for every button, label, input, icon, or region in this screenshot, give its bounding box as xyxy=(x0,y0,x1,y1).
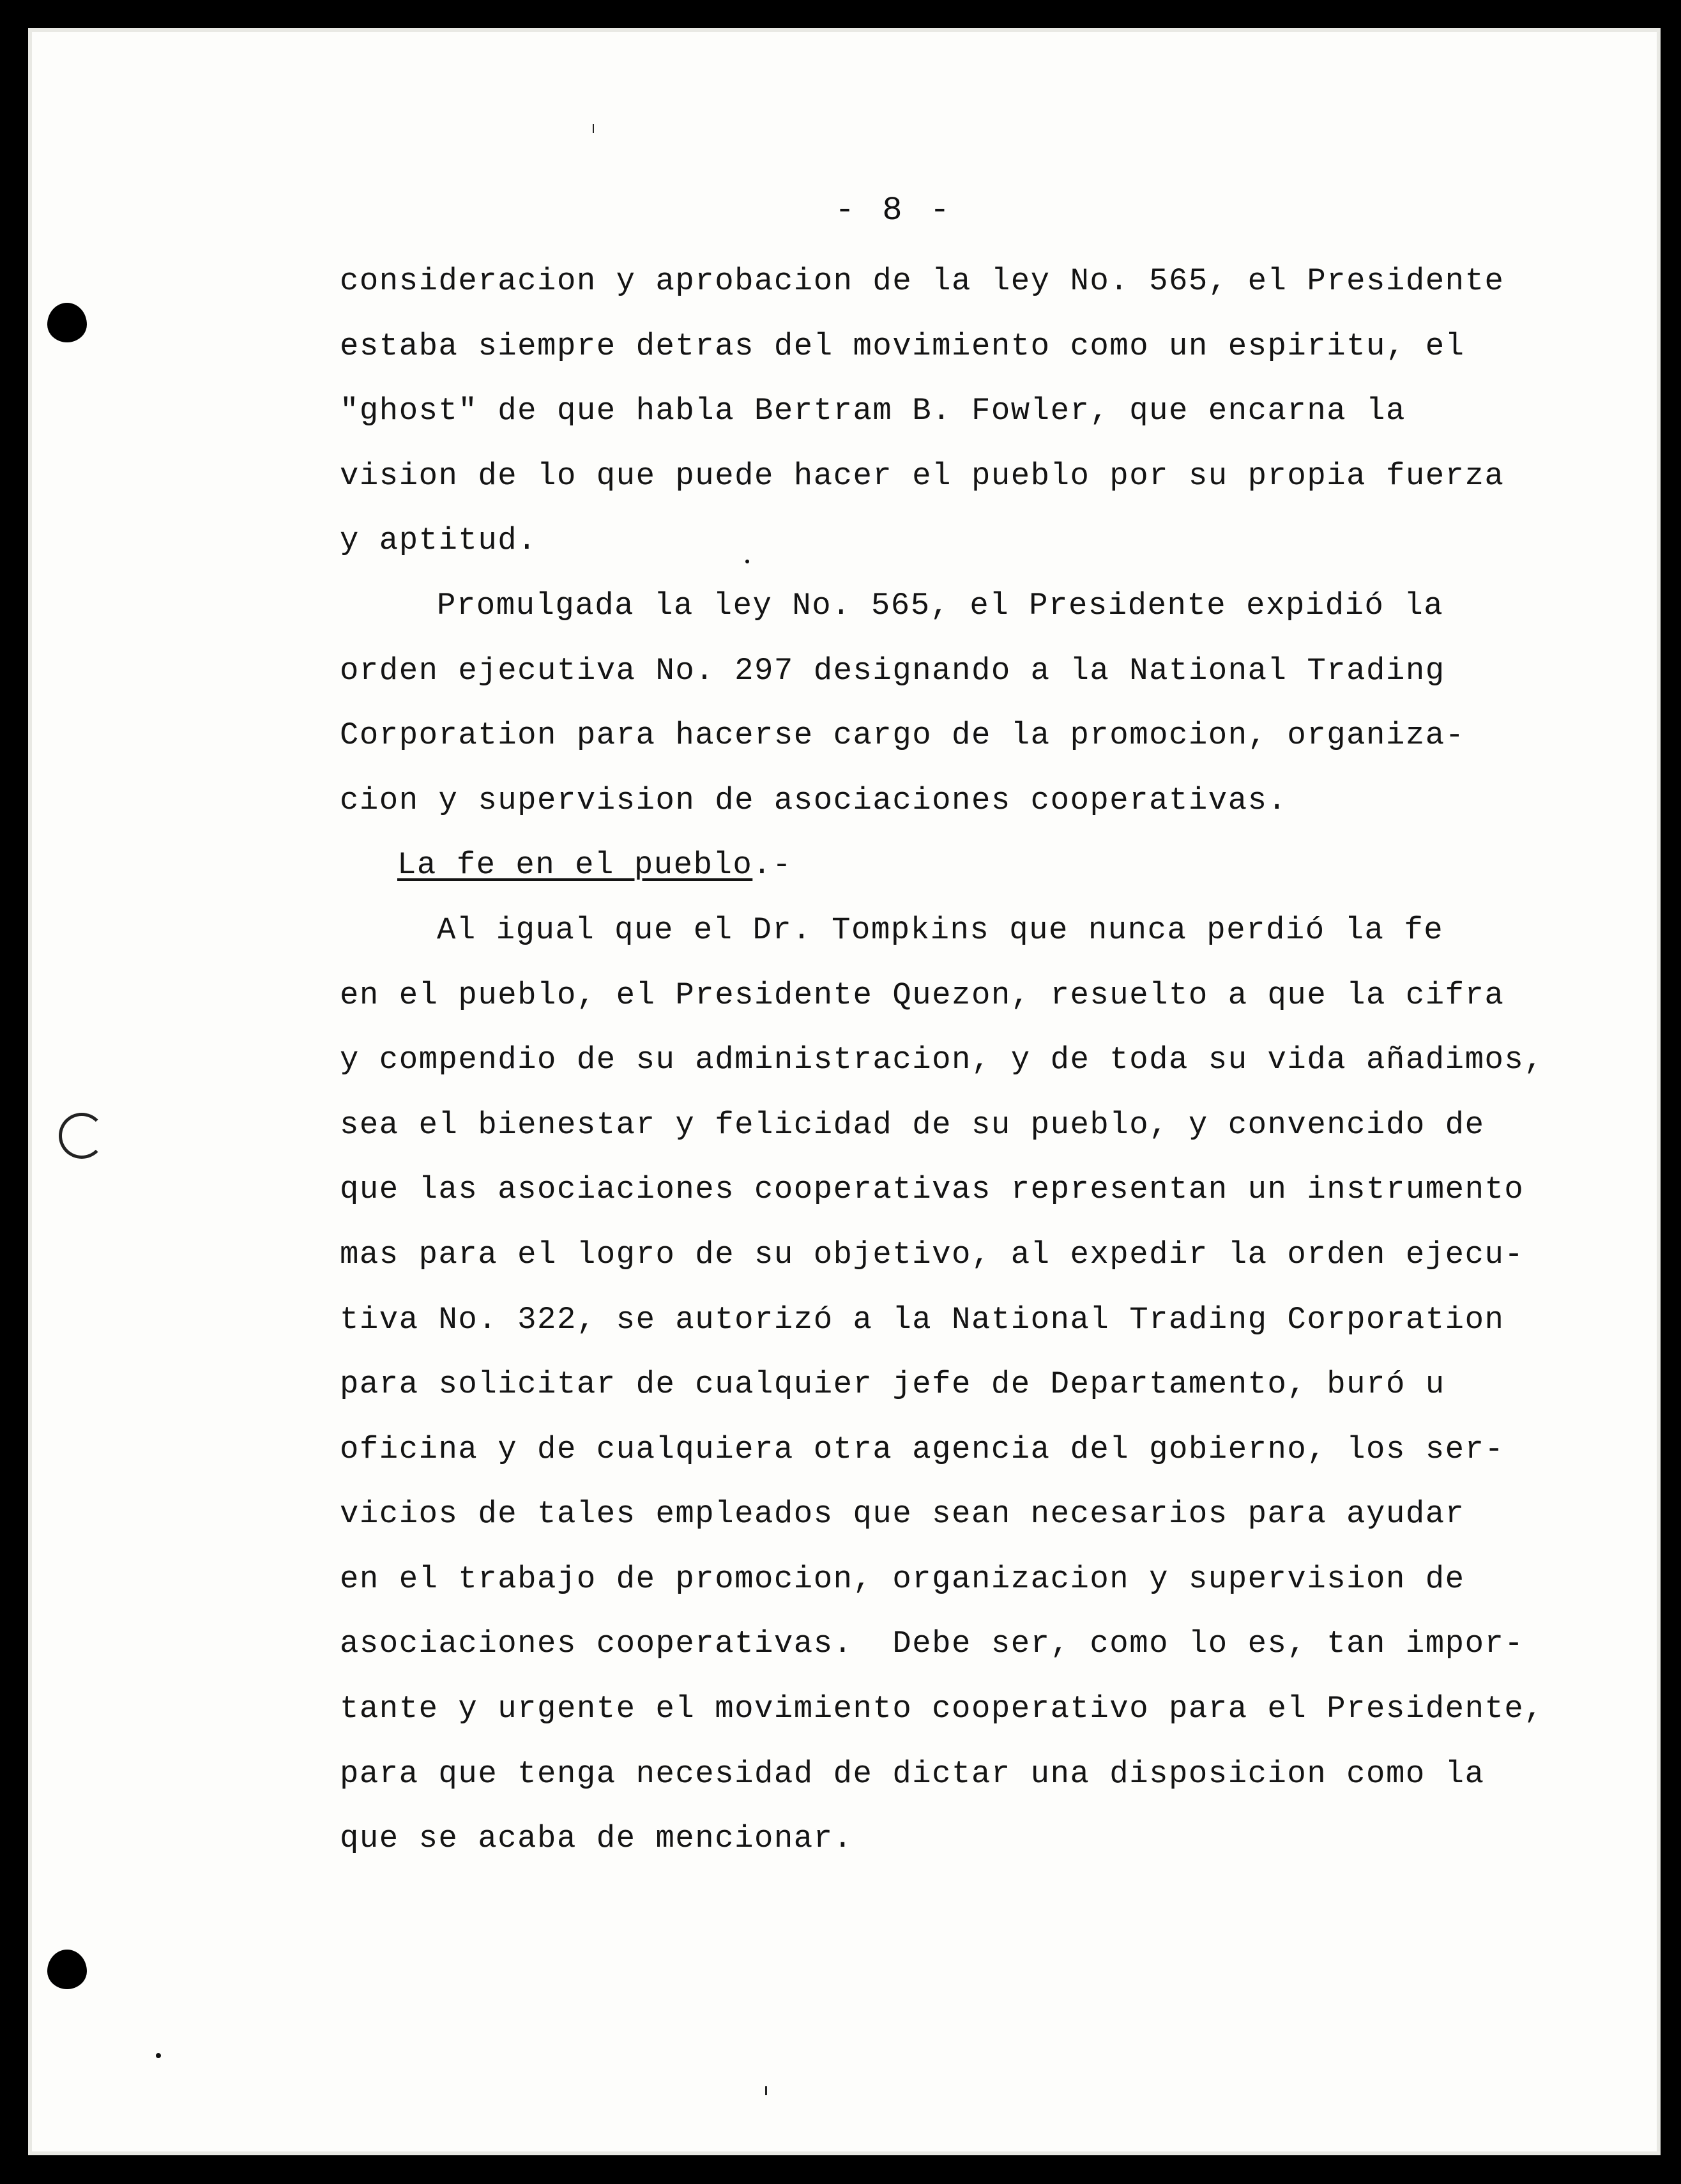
section-heading-suffix: .- xyxy=(752,847,793,883)
text-line: y compendio de su administracion, y de toda su vida añadimos, xyxy=(340,1042,1544,1078)
page-number: - 8 - xyxy=(834,192,954,229)
text-line: Al igual que el Dr. Tompkins que nunca perdió la fe xyxy=(437,912,1444,948)
text-line: para que tenga necesidad de dictar una disposicion como la xyxy=(340,1755,1485,1792)
text-line: asociaciones cooperativas. Debe ser, como lo es, tan impor- xyxy=(340,1626,1525,1662)
text-line: para solicitar de cualquier jefe de Departamento, buró u xyxy=(340,1366,1445,1403)
text-line: sea el bienestar y felicidad de su pueblo, y convencido de xyxy=(340,1106,1485,1143)
text-line: oficina y de cualquiera otra agencia del gobierno, los ser- xyxy=(340,1431,1505,1467)
text-line: orden ejecutiva No. 297 designando a la National Trading xyxy=(340,652,1445,689)
edge-mark xyxy=(765,2086,767,2095)
punch-hole-top xyxy=(47,303,87,346)
punch-hole-middle xyxy=(59,1113,105,1159)
text-line: vision de lo que puede hacer el pueblo por su propia fuerza xyxy=(340,457,1505,494)
text-line: vicios de tales empleados que sean necesarios para ayudar xyxy=(340,1496,1465,1532)
ink-speck xyxy=(156,2053,161,2058)
text-line: cion y supervision de asociaciones cooperativas. xyxy=(340,782,1288,818)
text-line: consideracion y aprobacion de la ley No. 565, el Presidente xyxy=(340,263,1505,299)
edge-mark xyxy=(593,124,594,133)
text-line: que se acaba de mencionar. xyxy=(340,1821,853,1857)
text-line: que las asociaciones cooperativas representan un instrumento xyxy=(340,1172,1525,1208)
text-line: "ghost" de que habla Bertram B. Fowler, que encarna la xyxy=(340,393,1406,429)
text-line: tiva No. 322, se autorizó a la National Trading Corporation xyxy=(340,1301,1505,1338)
text-line: Promulgada la ley No. 565, el Presidente expidió la xyxy=(437,587,1444,623)
text-line: tante y urgente el movimiento cooperativo para el Presidente, xyxy=(340,1691,1544,1727)
section-heading-text: La fe en el pueblo xyxy=(397,847,753,883)
text-line: en el pueblo, el Presidente Quezon, resuelto a que la cifra xyxy=(340,977,1505,1013)
text-line: estaba siempre detras del movimiento como un espiritu, el xyxy=(340,328,1465,364)
section-heading xyxy=(340,833,1572,898)
text-line: mas para el logro de su objetivo, al expedir la orden ejecu- xyxy=(340,1236,1525,1272)
punch-hole-bottom xyxy=(47,1950,87,1993)
text-line: Corporation para hacerse cargo de la promocion, organiza- xyxy=(340,717,1465,754)
body-text xyxy=(340,249,1572,1872)
text-line: y aptitud. xyxy=(340,523,538,559)
text-line: en el trabajo de promocion, organizacion y supervision de xyxy=(340,1561,1465,1597)
